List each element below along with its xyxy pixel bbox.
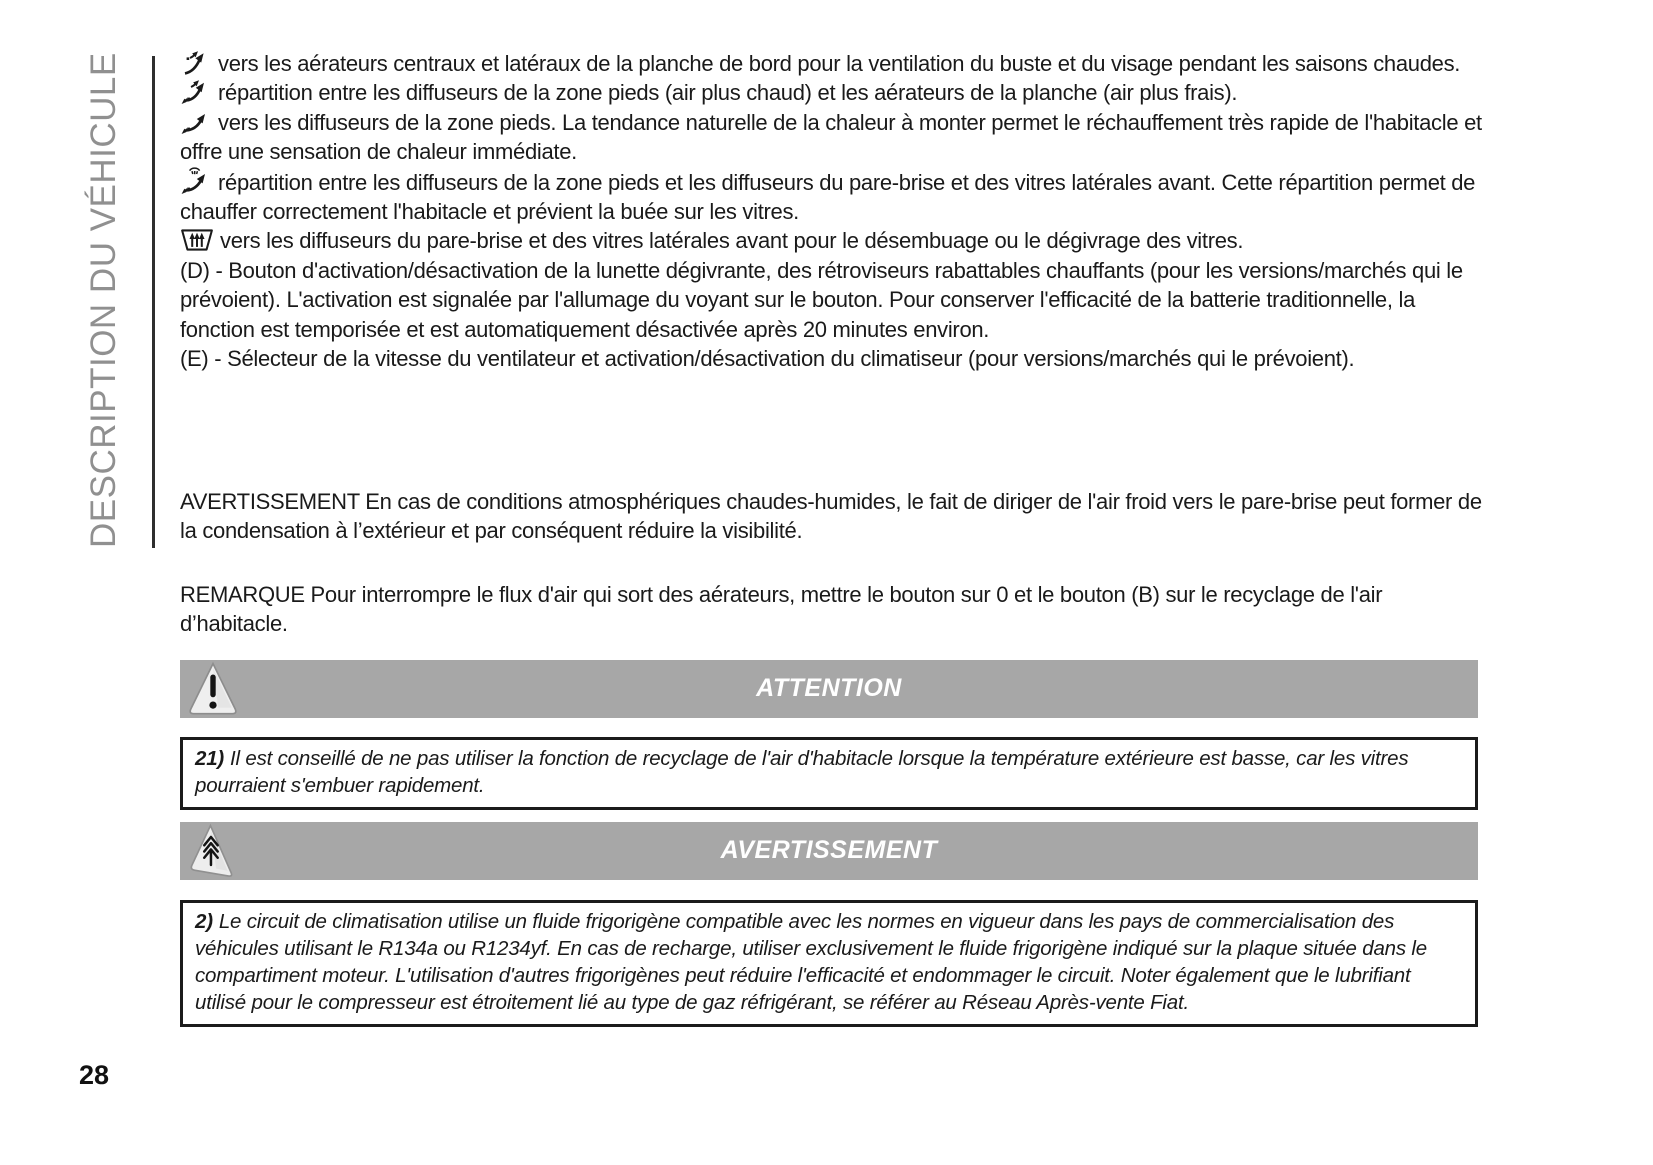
airflow-item-text: répartition entre les diffuseurs de la zone pieds et les diffuseurs du pare-brise et des vitres latérales avant. Cette répartition permet de chauffer correctement l'habitacle et prévient la buée sur les vitres.	[180, 169, 1476, 225]
vent-feet-windshield-icon	[180, 167, 212, 195]
sidebar-rule	[152, 56, 155, 548]
airflow-item-text: vers les diffuseurs du pare-brise et des vitres latérales avant pour le désembuage ou le dégivrage des vitres.	[220, 228, 1244, 254]
avertissement-banner-label: AVERTISSEMENT	[720, 835, 938, 864]
avertissement-banner	[180, 822, 1478, 880]
note-number: 21)	[195, 747, 225, 770]
windshield-defrost-icon	[180, 227, 214, 253]
avertissement-note-box	[180, 900, 1478, 1027]
paragraph-item-e: (E) - Sélecteur de la vitesse du ventilateur et activation/désactivation du climatiseur (pour versions/marchés qui le prévoient).	[180, 346, 1355, 372]
note-text: Il est conseillé de ne pas utiliser la fonction de recyclage de l'air d'habitacle lorsque la température extérieure est basse, car les vitres pourraient s'embuer rapidement.	[195, 747, 1409, 797]
airflow-description	[180, 49, 1482, 373]
chapter-title-vertical: DESCRIPTION DU VÉHICULE	[84, 52, 123, 548]
airflow-item-text: répartition entre les diffuseurs de la zone pieds (air plus chaud) et les aérateurs de la planche (air plus frais).	[218, 80, 1238, 106]
airflow-item	[180, 167, 1482, 227]
airflow-item-text: vers les diffuseurs de la zone pieds. La tendance naturelle de la chaleur à monter permet le réchauffement très rapide de l'habitacle et offre une sensation de chaleur immédiate.	[180, 109, 1482, 165]
attention-banner	[180, 660, 1478, 718]
paragraph-remarque: REMARQUE Pour interrompre le flux d'air qui sort des aérateurs, mettre le bouton sur 0 et le bouton (B) sur le recyclage de l'air d’habitacle.	[180, 582, 1383, 637]
page-number: 28	[79, 1060, 110, 1090]
airflow-item	[180, 108, 1482, 167]
paragraph-item-d: (D) - Bouton d'activation/désactivation de la lunette dégivrante, des rétroviseurs rabattables chauffants (pour les versions/marchés qui le prévoient). L'activation est signalée par l'allumage du voyant sur le bouton. Pour conserver l'efficacité de la batterie traditionnelle, la fonction est temporisée et est automatiquement désactivée après 20 minutes environ.	[180, 257, 1463, 342]
attention-note-box	[180, 737, 1478, 810]
attention-banner-label: ATTENTION	[756, 673, 902, 702]
note-number: 2)	[195, 910, 213, 933]
vent-bilevel-icon	[180, 79, 212, 105]
airflow-item-text: vers les aérateurs centraux et latéraux de la planche de bord pour la ventilation du buste et du visage pendant les saisons chaudes.	[218, 51, 1461, 76]
airflow-item	[180, 49, 1482, 78]
airflow-item	[180, 78, 1482, 107]
vent-face-icon	[180, 50, 212, 76]
note-text: Le circuit de climatisation utilise un fluide frigorigène compatible avec les normes en vigueur dans les pays de commercialisation des véhicules utilisant le R134a ou R1234yf. En cas de recharge, utiliser exclusivement le fluide frigorigène indiqué sur la plaque située dans le compartiment moteur. L'utilisation d'autres frigorigènes peut réduire l'efficacité et endommager le circuit. Noter également que le lubrifiant utilisé pour le compresseur est étroitement lié au type de gaz réfrigérant, se référer au Réseau Après-vente Fiat.	[195, 910, 1427, 1014]
paragraph-avertissement: AVERTISSEMENT En cas de conditions atmosphériques chaudes-humides, le fait de diriger de l'air froid vers le pare-brise peut former de la condensation à l’extérieur et par conséquent réduire la visibilité.	[180, 489, 1482, 544]
vent-feet-icon	[180, 109, 212, 135]
airflow-item	[180, 226, 1482, 255]
